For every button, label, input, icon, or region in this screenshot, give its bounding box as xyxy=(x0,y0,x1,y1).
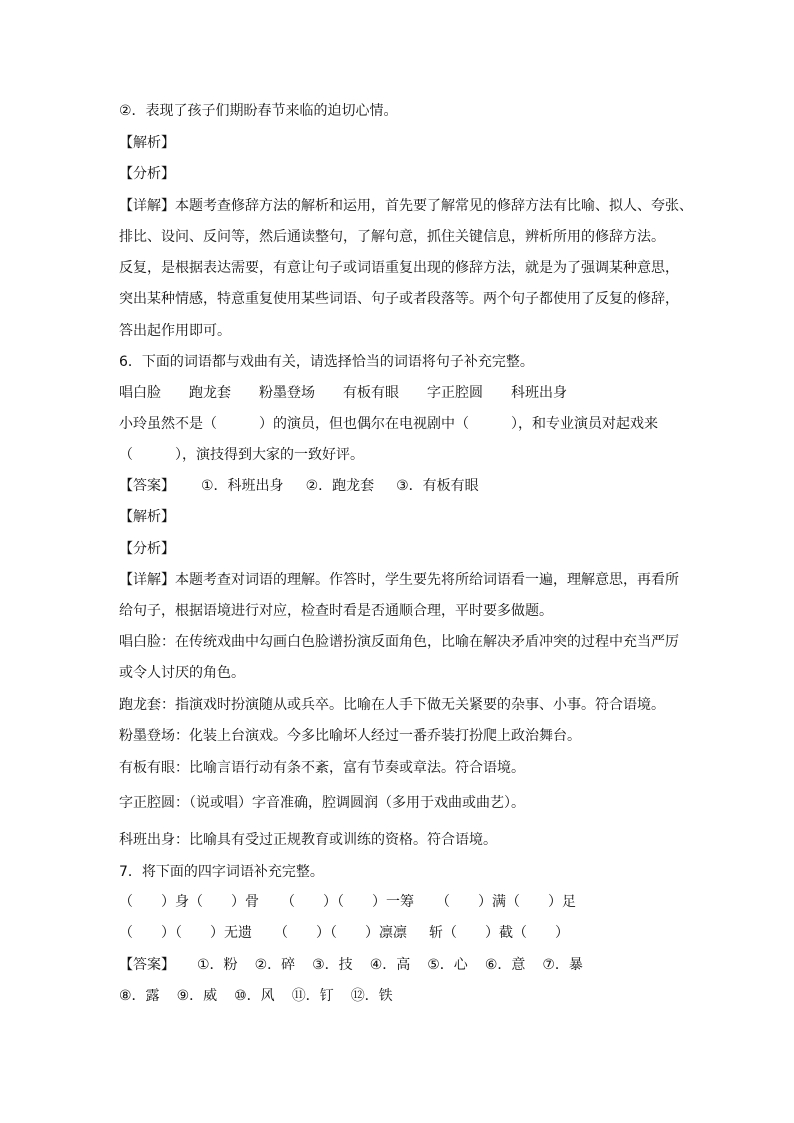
detail-paragraph-line: 反复，是根据表达需要，有意让句子或词语重复出现的修辞方法，就是为了强调某种意思， xyxy=(119,260,679,276)
question-7-prompt: 7．将下面的四字词语补充完整。 xyxy=(119,864,324,880)
detail-paragraph-line: 【详解】本题考查修辞方法的解析和运用，首先要了解常见的修辞方法有比喻、拟人、夸张、 xyxy=(119,198,693,214)
term-item: 唱白脸 xyxy=(119,385,161,401)
answer-label: 【答案】 xyxy=(119,478,175,494)
term-explanation: 唱白脸：在传统戏曲中勾画白色脸谱扮演反面角色，比喻在解决矛盾冲突的过程中充当严厉 xyxy=(119,634,679,650)
detail-paragraph-line: 排比、设问、反问等，然后通读整句，了解句意，抓住关键信息，辨析所用的修辞方法。 xyxy=(119,229,665,245)
answer-item: ④．高 xyxy=(369,957,411,973)
detail-paragraph-line: 突出某种情感，特意重复使用某些词语、句子或者段落等。两个句子都使用了反复的修辞， xyxy=(119,291,679,307)
idiom-blank: （ ）（ ）一筹 xyxy=(281,894,414,910)
answer-line-2: ②．表现了孩子们期盼春节来临的迫切心情。 xyxy=(119,103,398,119)
fenxi-heading: 【分析】 xyxy=(119,166,175,182)
idiom-blank: （ ）（ ）无遗 xyxy=(119,925,252,941)
term-explanation: 跑龙套：指演戏时扮演随从或兵卒。比喻在人手下做无关紧要的杂事、小事。符合语境。 xyxy=(119,697,665,713)
analysis-heading: 【解析】 xyxy=(119,509,175,525)
answer-item: ①．科班出身 xyxy=(201,478,284,494)
answer-item: ⑤．心 xyxy=(427,957,468,973)
answer-item: ③．技 xyxy=(312,957,353,973)
answer-item: ⑩．风 xyxy=(234,988,275,1004)
question-7-row xyxy=(119,892,689,912)
answer-item: ⑧．露 xyxy=(119,988,160,1004)
question-6-answer xyxy=(119,476,689,496)
answer-item: ⑨．威 xyxy=(176,988,218,1004)
detail-paragraph-line: 【详解】本题考查对词语的理解。作答时，学生要先将所给词语看一遍，理解意思，再看所 xyxy=(119,572,679,588)
question-7-answer xyxy=(119,955,689,975)
answer-item: ③．有板有眼 xyxy=(396,478,479,494)
term-explanation: 有板有眼：比喻言语行动有条不紊，富有节奏或章法。符合语境。 xyxy=(119,760,525,776)
term-explanation: 粉墨登场：化装上台演戏。今多比喻坏人经过一番乔装打扮爬上政治舞台。 xyxy=(119,728,581,744)
answer-label: 【答案】 xyxy=(119,957,175,973)
question-7-row xyxy=(119,923,689,943)
detail-paragraph-line: 答出起作用即可。 xyxy=(119,323,231,339)
fenxi-heading: 【分析】 xyxy=(119,541,175,557)
detail-paragraph-line: 给句子，根据语境进行对应，检查时看是否通顺合理，平时要多做题。 xyxy=(119,603,553,619)
answer-item: ①．粉 xyxy=(197,957,238,973)
term-explanation: 字正腔圆：（说或唱）字音准确，腔调圆润（多用于戏曲或曲艺）。 xyxy=(119,795,525,811)
term-explanation: 科班出身：比喻具有受过正规教育或训练的资格。符合语境。 xyxy=(119,832,497,848)
question-6-prompt: 6．下面的词语都与戏曲有关，请选择恰当的词语将句子补充完整。 xyxy=(119,354,534,370)
term-item: 粉墨登场 xyxy=(259,385,315,401)
answer-item: ②．跑龙套 xyxy=(305,478,375,494)
idiom-blank: 斩（ ）截（ ） xyxy=(429,925,569,941)
answer-item: ⑪．钉 xyxy=(291,988,334,1004)
idiom-blank: （ ）满（ ）足 xyxy=(436,894,576,910)
term-explanation: 或令人讨厌的角色。 xyxy=(119,665,245,681)
idiom-blank: （ ）（ ）凛凛 xyxy=(274,925,407,941)
answer-item: ⑥．意 xyxy=(484,957,526,973)
term-list xyxy=(119,383,689,403)
answer-item: ②．碎 xyxy=(254,957,296,973)
term-item: 字正腔圆 xyxy=(427,385,483,401)
answer-item: ⑫．铁 xyxy=(350,988,393,1004)
term-item: 跑龙套 xyxy=(189,385,231,401)
question-6-sentence: 小玲虽然不是（ ）的演员，但也偶尔在电视剧中（ ），和专业演员对起戏来 xyxy=(119,416,658,432)
analysis-heading: 【解析】 xyxy=(119,135,175,151)
idiom-blank: （ ）身（ ）骨 xyxy=(119,894,259,910)
term-item: 有板有眼 xyxy=(343,385,399,401)
term-item: 科班出身 xyxy=(511,385,567,401)
question-7-answer xyxy=(119,986,689,1006)
answer-item: ⑦．暴 xyxy=(542,957,583,973)
question-6-sentence: （ ），演技得到大家的一致好评。 xyxy=(119,447,364,463)
